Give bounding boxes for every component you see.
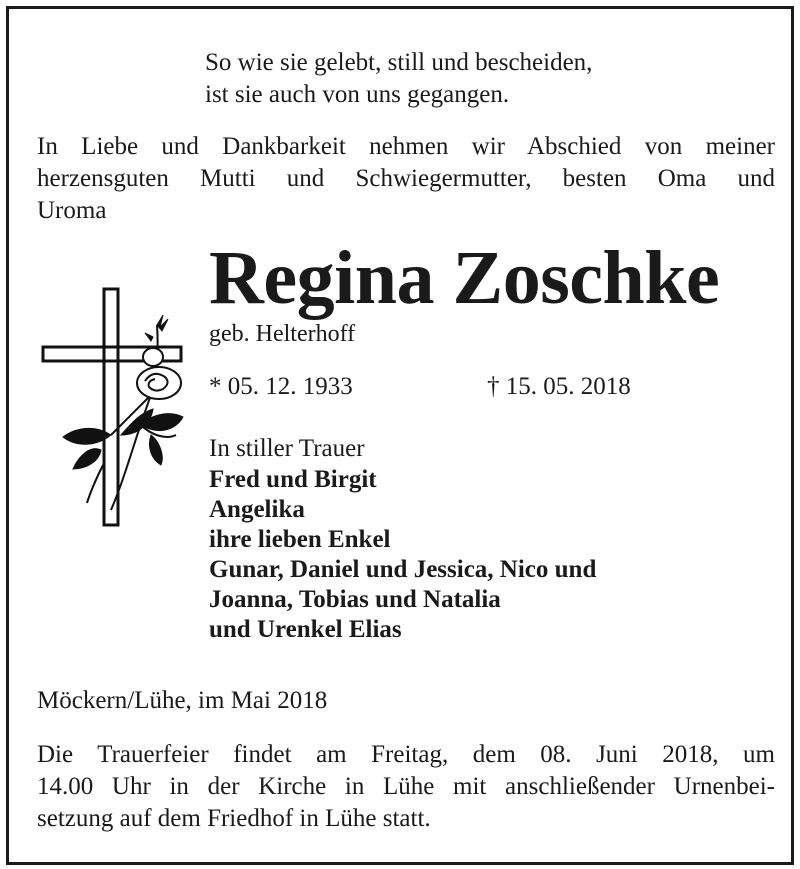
mourner-line: Fred und Birgit bbox=[209, 466, 377, 493]
intro-line: herzensguten Mutti und Schwiegermutter, besten Oma und bbox=[37, 165, 775, 192]
poem bbox=[205, 47, 592, 111]
birth-date: * 05. 12. 1933 bbox=[209, 373, 353, 400]
intro-line: In Liebe und Dankbarkeit nehmen wir Abschied von meiner bbox=[37, 133, 775, 160]
funeral-line: Die Trauerfeier findet am Freitag, dem 08. Juni 2018, um bbox=[37, 741, 775, 768]
obituary-notice bbox=[6, 6, 794, 865]
mourner-line: ihre lieben Enkel bbox=[209, 526, 391, 553]
mourners-list bbox=[209, 465, 596, 645]
funeral-info bbox=[37, 739, 775, 835]
deceased-name: Regina Zoschke bbox=[209, 236, 720, 320]
death-date: † 15. 05. 2018 bbox=[487, 373, 631, 400]
intro-line: Uroma bbox=[37, 197, 107, 224]
funeral-line: 14.00 Uhr in der Kirche in Lühe mit anschließender Urnenbei- bbox=[37, 773, 775, 800]
cross-with-rose-icon bbox=[41, 285, 191, 535]
mourner-line: Gunar, Daniel und Jessica, Nico und bbox=[209, 556, 597, 583]
intro-text bbox=[37, 131, 775, 227]
funeral-line: setzung auf dem Friedhof in Lühe statt. bbox=[37, 805, 431, 832]
maiden-name: geb. Helterhoff bbox=[209, 321, 356, 347]
mourner-line: Angelika bbox=[209, 496, 305, 523]
poem-line: So wie sie gelebt, still und bescheiden, bbox=[205, 49, 593, 76]
mourner-line: Joanna, Tobias und Natalia bbox=[209, 586, 501, 613]
poem-line: ist sie auch von uns gegangen. bbox=[205, 81, 510, 108]
mourner-line: und Urenkel Elias bbox=[209, 616, 402, 643]
place-date: Möckern/Lühe, im Mai 2018 bbox=[37, 687, 328, 714]
mourners-intro: In stiller Trauer bbox=[209, 435, 365, 462]
